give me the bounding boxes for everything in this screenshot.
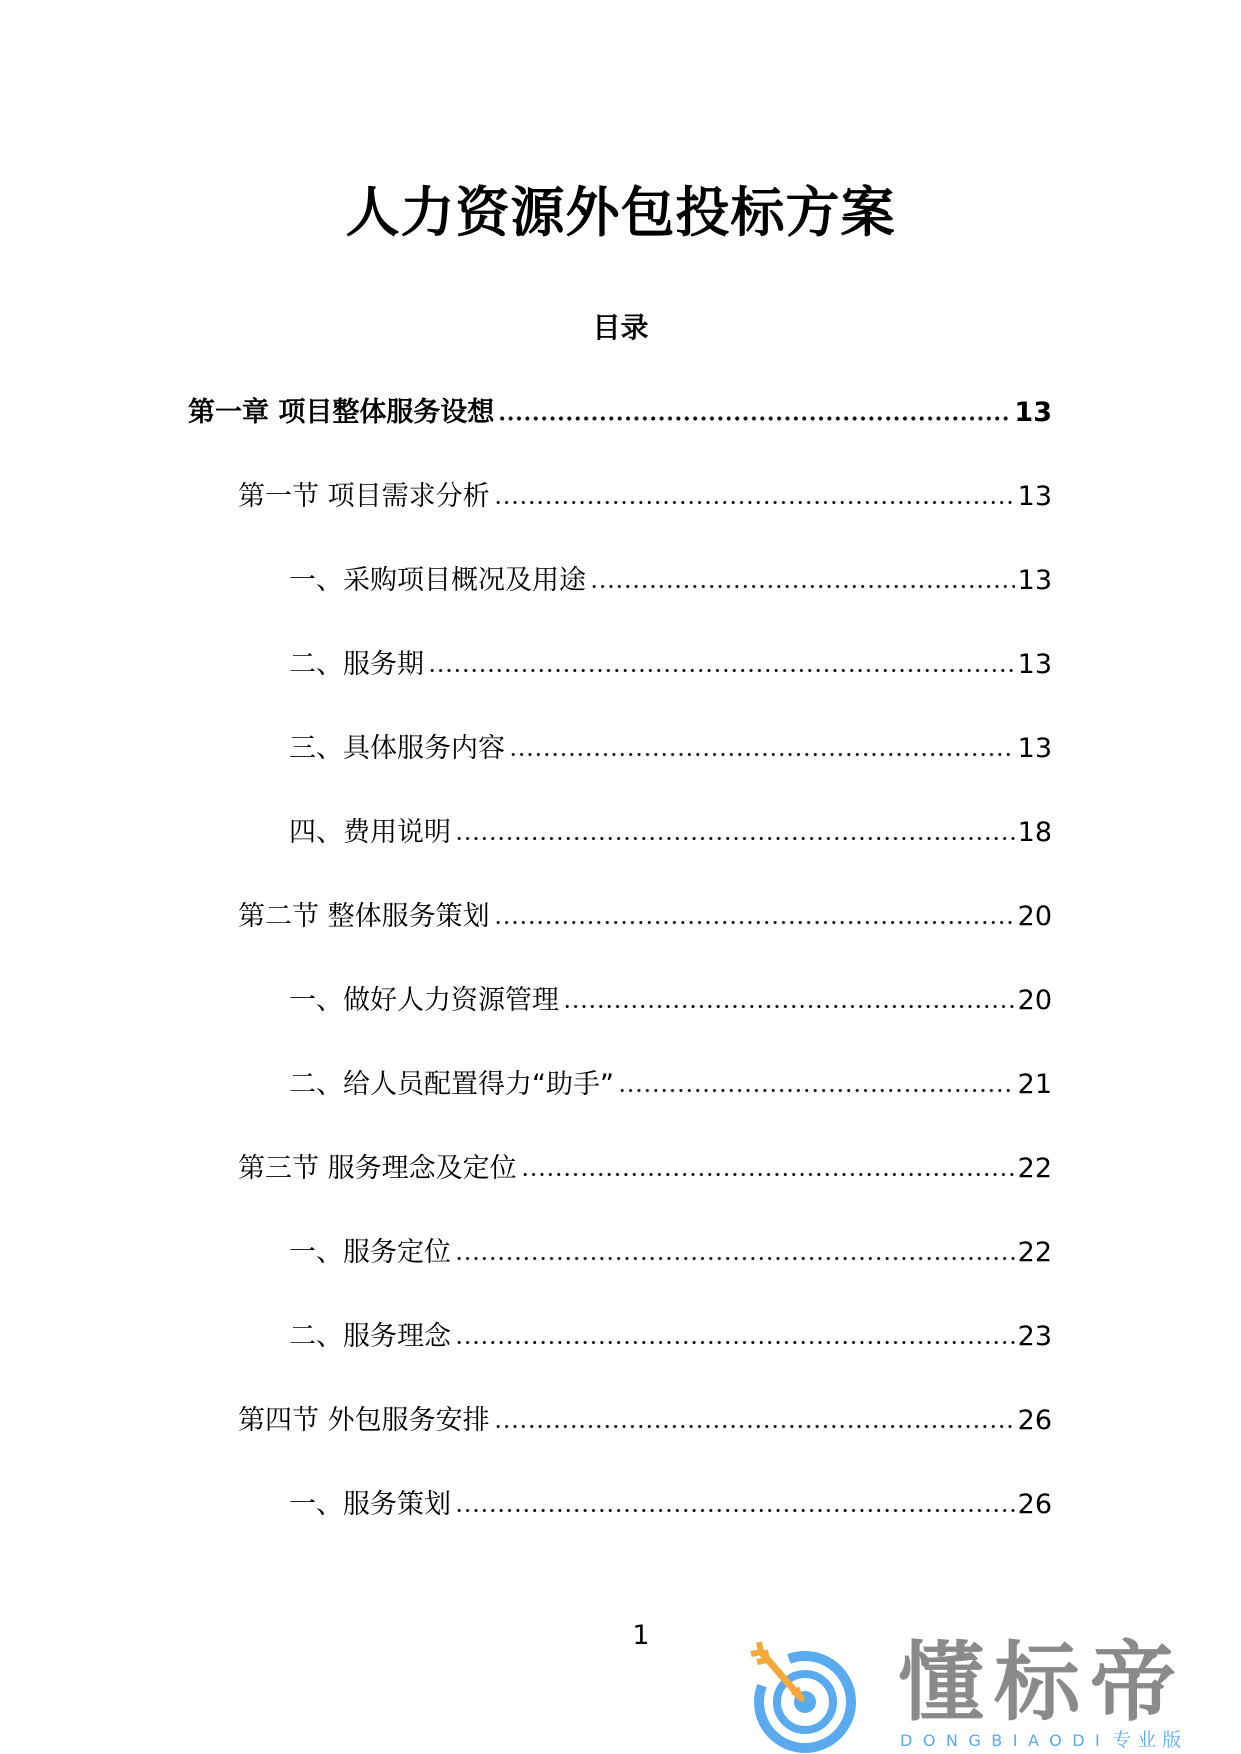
toc-entry-section[interactable] xyxy=(238,1401,1052,1485)
toc-entry-page-number: 20 xyxy=(1017,985,1052,1016)
toc-entry-label: 二、服务期 xyxy=(289,649,424,680)
toc-entry-item[interactable] xyxy=(289,729,1052,813)
table-of-contents xyxy=(0,393,1241,1569)
toc-entry-label: 四、费用说明 xyxy=(289,817,451,848)
toc-entry-page-number: 13 xyxy=(1017,481,1052,512)
toc-entry-item[interactable] xyxy=(289,1233,1052,1317)
toc-entry-item[interactable] xyxy=(289,813,1052,897)
toc-entry-page-number: 13 xyxy=(1014,397,1052,428)
toc-entry-item[interactable] xyxy=(289,981,1052,1065)
toc-entry-label: 第二节 整体服务策划 xyxy=(238,901,490,932)
toc-entry-item[interactable] xyxy=(289,561,1052,645)
toc-entry-page-number: 26 xyxy=(1017,1405,1052,1436)
toc-entry-page-number: 20 xyxy=(1017,901,1052,932)
dot-leader xyxy=(618,1088,1015,1093)
page-number: 1 xyxy=(632,1620,650,1651)
dot-leader xyxy=(509,752,1015,757)
toc-entry-label: 二、服务理念 xyxy=(289,1321,451,1352)
dot-leader xyxy=(428,668,1015,673)
toc-entry-label: 第一章 项目整体服务设想 xyxy=(188,397,495,428)
toc-entry-chapter[interactable] xyxy=(188,393,1052,477)
brand-edition: 专业版 xyxy=(1112,1729,1188,1751)
toc-heading: 目录 xyxy=(592,311,649,344)
toc-entry-page-number: 26 xyxy=(1017,1489,1052,1520)
dot-leader xyxy=(498,416,1011,421)
toc-entry-label: 一、服务策划 xyxy=(289,1489,451,1520)
dot-leader xyxy=(455,1340,1015,1345)
toc-entry-label: 第一节 项目需求分析 xyxy=(238,481,490,512)
dot-leader xyxy=(494,500,1015,505)
toc-entry-label: 第三节 服务理念及定位 xyxy=(238,1153,517,1184)
dot-leader xyxy=(455,1256,1015,1261)
toc-entry-section[interactable] xyxy=(238,1149,1052,1233)
toc-entry-item[interactable] xyxy=(289,1065,1052,1149)
toc-entry-label: 第四节 外包服务安排 xyxy=(238,1405,490,1436)
brand-pinyin: DONGBIAODI xyxy=(900,1731,1111,1750)
toc-entry-item[interactable] xyxy=(289,1317,1052,1401)
toc-entry-page-number: 13 xyxy=(1017,733,1052,764)
toc-entry-item[interactable] xyxy=(289,645,1052,729)
target-arrow-icon xyxy=(745,1640,865,1754)
dot-leader xyxy=(494,1424,1015,1429)
dot-leader xyxy=(494,920,1015,925)
dot-leader xyxy=(455,1508,1015,1513)
toc-entry-label: 一、做好人力资源管理 xyxy=(289,985,559,1016)
dot-leader xyxy=(521,1172,1015,1177)
dot-leader xyxy=(455,836,1015,841)
toc-entry-section[interactable] xyxy=(238,897,1052,981)
toc-entry-page-number: 22 xyxy=(1017,1237,1052,1268)
toc-entry-section[interactable] xyxy=(238,477,1052,561)
document-title: 人力资源外包投标方案 xyxy=(345,181,896,244)
dot-leader xyxy=(563,1004,1015,1009)
toc-entry-page-number: 13 xyxy=(1017,649,1052,680)
toc-entry-page-number: 23 xyxy=(1017,1321,1052,1352)
brand-logo-subtitle xyxy=(900,1728,1187,1752)
toc-entry-page-number: 18 xyxy=(1017,817,1052,848)
brand-logo-text: 懂标帝 xyxy=(898,1633,1186,1733)
toc-entry-page-number: 21 xyxy=(1017,1069,1052,1100)
toc-entry-page-number: 13 xyxy=(1017,565,1052,596)
arrow-fletching xyxy=(751,1642,761,1654)
toc-entry-page-number: 22 xyxy=(1017,1153,1052,1184)
toc-entry-label: 一、服务定位 xyxy=(289,1237,451,1268)
toc-entry-label: 三、具体服务内容 xyxy=(289,733,505,764)
dot-leader xyxy=(590,584,1015,589)
toc-entry-label: 二、给人员配置得力“助手” xyxy=(289,1069,614,1100)
toc-entry-item[interactable] xyxy=(289,1485,1052,1569)
toc-entry-label: 一、采购项目概况及用途 xyxy=(289,565,586,596)
